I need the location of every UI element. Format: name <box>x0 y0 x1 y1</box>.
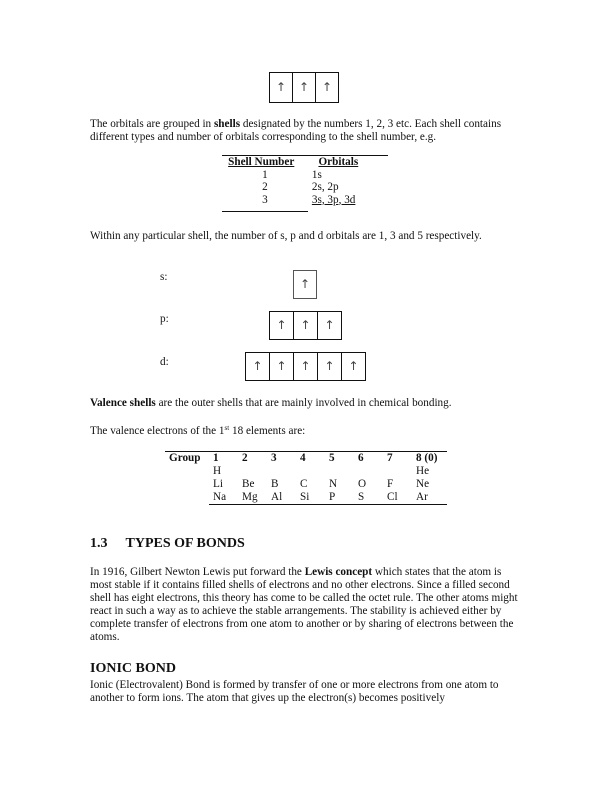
ionic-bond-heading: IONIC BOND <box>90 661 176 676</box>
cell <box>271 465 300 478</box>
cell: 2s, 2p <box>311 181 339 193</box>
up-arrow-icon: ↑ <box>276 318 287 332</box>
table-row <box>222 181 388 194</box>
bold-term: shells <box>213 118 241 130</box>
cell: Mg <box>242 491 258 503</box>
up-arrow-icon: ↑ <box>300 359 311 373</box>
table-row <box>165 465 452 478</box>
ionic-bond-paragraph: Ionic (Electrovalent) Bond is formed by transfer of one or more electrons from one atom to another to form ions. The atom that gives up the electron(s) becomes positively <box>90 679 499 704</box>
orbital-box <box>293 311 318 340</box>
superscript: st <box>224 424 230 432</box>
table-bottom-rule <box>222 211 308 212</box>
cell: 3s, 3p, 3d <box>311 193 356 206</box>
column-header: 6 <box>358 452 364 464</box>
column-header: 2 <box>242 452 248 464</box>
cell: Ne <box>416 478 430 490</box>
group-table-bottom-rule <box>209 504 447 505</box>
column-header: 7 <box>387 452 393 464</box>
cell: 1 <box>262 168 268 181</box>
cell: N <box>329 478 338 490</box>
text: which states that the atom is most stable if it contains filled shells of electrons and no other electrons. Since a filled second shell has eight electrons, this theory has come to be called the octet rule. The other atoms might react in such a way as to achieve the stable arrangements. The stability is achieved either by complete transfer of electrons from one atom to another or by sharing of electrons between the atoms. <box>90 566 518 643</box>
cell <box>165 491 213 504</box>
valence-electrons-paragraph <box>90 425 530 438</box>
cell <box>329 465 358 478</box>
cell: Ar <box>416 491 428 503</box>
text: The valence electrons of the 1 <box>90 425 225 437</box>
table-row <box>165 478 452 491</box>
d-label: d: <box>160 356 169 368</box>
up-arrow-icon: ↑ <box>324 318 335 332</box>
cell: O <box>358 478 367 490</box>
orbital-box <box>292 72 316 103</box>
column-header: 1 <box>213 452 219 464</box>
cell: P <box>329 491 336 503</box>
orbital-box <box>317 311 342 340</box>
shell-table <box>222 156 388 206</box>
cell: Cl <box>387 491 398 503</box>
group-table <box>165 452 452 504</box>
column-header: 5 <box>329 452 335 464</box>
cell: 3 <box>262 193 268 206</box>
up-arrow-icon: ↑ <box>298 80 310 94</box>
up-arrow-icon: ↑ <box>252 359 263 373</box>
column-header: 8 (0) <box>416 452 438 464</box>
up-arrow-icon: ↑ <box>299 277 311 291</box>
cell: S <box>358 491 365 503</box>
cell: Be <box>242 478 255 490</box>
column-header: Group <box>169 452 201 464</box>
bold-term: Valence shells <box>90 397 156 409</box>
text: designated by the numbers 1, 2, 3 etc. Each shell contains different types and number of orbitals corresponding to the shell number, e.g. <box>90 118 502 143</box>
section-heading <box>90 536 245 552</box>
text: are the outer shells that are mainly involved in chemical bonding. <box>155 397 452 409</box>
cell <box>165 478 213 491</box>
cell <box>165 465 213 478</box>
d-orbital-boxes <box>245 352 366 381</box>
orbital-box <box>269 72 293 103</box>
text: 18 elements are: <box>229 425 306 437</box>
cell: 1s <box>311 168 322 181</box>
up-arrow-icon: ↑ <box>348 359 359 373</box>
table-row <box>222 194 388 207</box>
cell: C <box>300 478 308 490</box>
cell: Si <box>300 491 310 503</box>
section-title: TYPES OF BONDS <box>125 536 245 551</box>
section-number: 1.3 <box>90 536 108 551</box>
text: In 1916, Gilbert Newton Lewis put forward the <box>90 566 305 578</box>
cell: 2 <box>262 181 268 193</box>
orbital-box <box>317 352 342 381</box>
orbital-box <box>315 72 339 103</box>
table-row <box>165 491 452 504</box>
cell: Na <box>213 491 227 503</box>
table-header <box>165 452 452 465</box>
cell: B <box>271 478 279 490</box>
column-header: 3 <box>271 452 277 464</box>
column-header: Shell Number <box>228 156 295 168</box>
within-paragraph: Within any particular shell, the number of s, p and d orbitals are 1, 3 and 5 respectively. <box>90 230 482 242</box>
column-header: 4 <box>300 452 306 464</box>
up-arrow-icon: ↑ <box>275 80 287 94</box>
text: The orbitals are grouped in <box>90 118 214 130</box>
column-header: Orbitals <box>318 156 359 168</box>
s-orbital-boxes <box>293 270 317 299</box>
cell <box>358 465 387 478</box>
orbital-box <box>293 270 317 299</box>
up-arrow-icon: ↑ <box>324 359 335 373</box>
shells-paragraph <box>90 118 530 144</box>
cell: H <box>213 465 222 477</box>
table-row <box>222 169 388 182</box>
orbital-box <box>269 352 294 381</box>
cell: Li <box>213 478 223 490</box>
lewis-paragraph <box>90 566 525 644</box>
cell <box>387 465 416 478</box>
up-arrow-icon: ↑ <box>321 80 333 94</box>
orbital-box <box>341 352 366 381</box>
top-orbital-boxes <box>269 72 339 103</box>
up-arrow-icon: ↑ <box>276 359 287 373</box>
cell: He <box>416 465 430 477</box>
s-label: s: <box>160 271 168 283</box>
bold-term: Lewis concept <box>304 566 373 578</box>
table-header <box>222 156 388 169</box>
up-arrow-icon: ↑ <box>300 318 311 332</box>
cell: F <box>387 478 394 490</box>
p-label: p: <box>160 313 169 325</box>
valence-paragraph <box>90 397 530 410</box>
p-orbital-boxes <box>269 311 342 340</box>
cell <box>300 465 329 478</box>
orbital-box <box>293 352 318 381</box>
cell: Al <box>271 491 283 503</box>
cell <box>242 465 271 478</box>
orbital-box <box>245 352 270 381</box>
orbital-box <box>269 311 294 340</box>
